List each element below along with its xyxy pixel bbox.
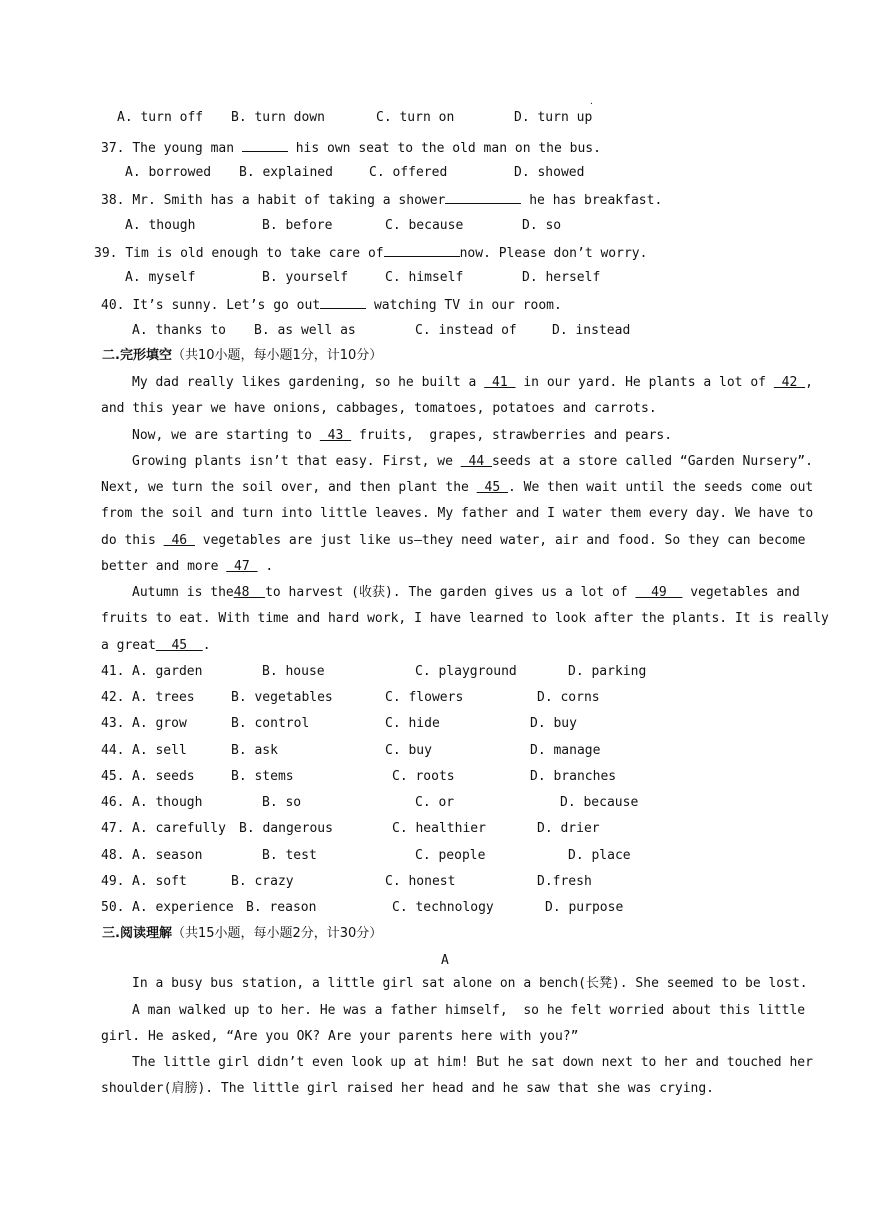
cloze-text: seeds at a store called “Garden Nursery”. (492, 454, 813, 469)
option-a: A. garden (132, 664, 203, 679)
q36-option-d: D. turn up (514, 110, 593, 125)
blank-41: 41 (484, 375, 516, 390)
cloze-text: better and more (101, 559, 227, 574)
cloze-text: do this (101, 533, 164, 548)
cloze-text: . (257, 559, 274, 574)
option-b: B. stems (231, 769, 294, 784)
option-c: C. healthier (392, 821, 486, 836)
q40-option-b: B. as well as (254, 323, 356, 338)
cloze-text: . (202, 638, 211, 653)
option-b: B. crazy (231, 874, 294, 889)
blank-43: 43 (319, 428, 352, 443)
option-number: 42. (101, 690, 125, 705)
q40-text-post: watching TV in our room. (366, 298, 562, 313)
q40-option-d: D. instead (552, 323, 631, 338)
q37-option-a: A. borrowed (125, 165, 212, 180)
option-a: A. though (132, 795, 203, 810)
option-b: B. vegetables (231, 690, 333, 705)
q37-text-pre: The young man (132, 141, 242, 156)
option-b: B. reason (246, 900, 317, 915)
option-a: A. experience (132, 900, 234, 915)
q39-number: 39. (94, 246, 118, 261)
q38-blank (445, 191, 521, 204)
option-c: C. hide (385, 716, 440, 731)
option-number: 45. (101, 769, 125, 784)
blank-44: 44 (460, 454, 493, 469)
section3-title: 三.阅读理解 (102, 926, 172, 941)
q37-option-b: B. explained (239, 165, 333, 180)
q37-text-post: his own seat to the old man on the bus. (287, 141, 601, 156)
option-c: C. or (415, 795, 455, 810)
cloze-line-9 (132, 585, 800, 601)
option-d: D. buy (530, 716, 577, 731)
section2-title: 二.完形填空 (102, 348, 172, 363)
cloze-line-8 (101, 559, 273, 575)
option-d: D. parking (568, 664, 647, 679)
q37-blank (242, 139, 288, 152)
cloze-text: in our yard. He plants a lot of (515, 375, 774, 390)
q39-stem (94, 244, 647, 262)
cloze-text: Autumn is the (132, 585, 234, 600)
cloze-text: . We then wait until the seeds come out (508, 480, 814, 495)
q40-number: 40. (101, 298, 125, 313)
q37-option-d: D. showed (514, 165, 585, 180)
q39-option-c: C. himself (385, 270, 464, 285)
q38-option-c: C. because (385, 218, 464, 233)
q38-text-post: he has breakfast. (521, 193, 663, 208)
blank-46: 46 (163, 533, 195, 548)
q39-option-b: B. yourself (262, 270, 349, 285)
q39-option-a: A. myself (125, 270, 196, 285)
option-b: B. control (231, 716, 310, 731)
q40-text-pre: It’s sunny. Let’s go out (132, 298, 321, 313)
blank-42: 42 (773, 375, 806, 390)
section3-note: （共15小题，每小题2分，计30分） (171, 926, 383, 941)
option-number: 41. (101, 664, 125, 679)
cloze-line-11 (101, 638, 211, 654)
q37-number: 37. (101, 141, 125, 156)
blank-47: 47 (226, 559, 258, 574)
q39-text-pre: Tim is old enough to take care of (125, 246, 384, 261)
cloze-text: vegetables and (682, 585, 800, 600)
option-d: D. because (560, 795, 639, 810)
option-a: A. carefully (132, 821, 226, 836)
option-d: D.fresh (537, 874, 592, 889)
option-number: 50. (101, 900, 125, 915)
section2-heading (102, 348, 382, 364)
q40-option-a: A. thanks to (132, 323, 226, 338)
cloze-line-10: fruits to eat. With time and hard work, I have learned to look after the plants. It is really (101, 611, 829, 626)
option-d: D. place (568, 848, 631, 863)
q38-text-pre: Mr. Smith has a habit of taking a shower (132, 193, 446, 208)
q39-text-post: now. Please don’t worry. (459, 246, 648, 261)
option-c: C. people (415, 848, 486, 863)
q38-stem (101, 191, 662, 209)
option-d: D. drier (537, 821, 600, 836)
reading-line-3: girl. He asked, “Are you OK? Are your parents here with you?” (101, 1029, 579, 1044)
option-d: D. branches (530, 769, 617, 784)
option-b: B. ask (231, 743, 278, 758)
reading-line-5: shoulder(肩膀). The little girl raised her head and he saw that she was crying. (101, 1081, 714, 1096)
blank-45: 45 (476, 480, 508, 495)
section3-heading (102, 926, 382, 942)
option-number: 49. (101, 874, 125, 889)
q39-blank (384, 244, 460, 257)
cloze-text: Growing plants isn’t that easy. First, we (132, 454, 461, 469)
cloze-text: vegetables are just like us—they need water, air and food. So they can become (194, 533, 806, 548)
blank-48: 48 (233, 585, 266, 600)
option-number: 44. (101, 743, 125, 758)
option-b: B. so (262, 795, 302, 810)
q40-option-c: C. instead of (415, 323, 517, 338)
cloze-text: a great (101, 638, 156, 653)
option-d: D. manage (530, 743, 601, 758)
q38-option-b: B. before (262, 218, 333, 233)
cloze-line-2: and this year we have onions, cabbages, tomatoes, potatoes and carrots. (101, 401, 657, 416)
cloze-text: to harvest (收获). The garden gives us a lot of (265, 585, 636, 600)
option-a: A. seeds (132, 769, 195, 784)
option-number: 43. (101, 716, 125, 731)
q40-stem (101, 296, 562, 314)
section2-note: （共10小题，每小题1分，计10分） (171, 348, 383, 363)
blank-49: 49 (635, 585, 683, 600)
option-d: D. purpose (545, 900, 624, 915)
cloze-line-5 (101, 480, 813, 496)
option-c: C. roots (392, 769, 455, 784)
q38-option-a: A. though (125, 218, 196, 233)
option-a: A. season (132, 848, 203, 863)
option-number: 48. (101, 848, 125, 863)
reading-line-2: A man walked up to her. He was a father himself, so he felt worried about this little (132, 1003, 806, 1018)
q37-stem (101, 139, 601, 157)
cloze-text: , (805, 375, 813, 390)
option-a: A. soft (132, 874, 187, 889)
cloze-text: Now, we are starting to (132, 428, 320, 443)
q38-option-d: D. so (522, 218, 562, 233)
cloze-line-7 (101, 533, 805, 549)
q39-option-d: D. herself (522, 270, 601, 285)
cloze-line-3 (132, 428, 672, 444)
option-c: C. playground (415, 664, 517, 679)
cloze-line-4 (132, 454, 813, 470)
stray-dot: . (589, 97, 594, 106)
q38-number: 38. (101, 193, 125, 208)
reading-line-1: In a busy bus station, a little girl sat alone on a bench(长凳). She seemed to be lost. (132, 976, 808, 991)
option-b: B. dangerous (239, 821, 333, 836)
passage-label: A (441, 953, 449, 968)
option-a: A. grow (132, 716, 187, 731)
option-d: D. corns (537, 690, 600, 705)
option-c: C. honest (385, 874, 456, 889)
q37-option-c: C. offered (369, 165, 448, 180)
option-number: 47. (101, 821, 125, 836)
option-number: 46. (101, 795, 125, 810)
q36-option-a: A. turn off (117, 110, 204, 125)
cloze-text: Next, we turn the soil over, and then plant the (101, 480, 477, 495)
option-c: C. technology (392, 900, 494, 915)
option-b: B. test (262, 848, 317, 863)
option-a: A. sell (132, 743, 187, 758)
cloze-text: My dad really likes gardening, so he built a (132, 375, 485, 390)
option-c: C. flowers (385, 690, 464, 705)
q36-option-b: B. turn down (231, 110, 325, 125)
option-b: B. house (262, 664, 325, 679)
q36-option-c: C. turn on (376, 110, 455, 125)
reading-line-4: The little girl didn’t even look up at him! But he sat down next to her and touched her (132, 1055, 813, 1070)
cloze-line-1 (132, 375, 813, 391)
cloze-text: fruits, grapes, strawberries and pears. (351, 428, 673, 443)
option-c: C. buy (385, 743, 432, 758)
cloze-line-6: from the soil and turn into little leaves. My father and I water them every day. We have to (101, 506, 814, 521)
q40-blank (320, 296, 366, 309)
blank-50: 45 (155, 638, 203, 653)
option-a: A. trees (132, 690, 195, 705)
